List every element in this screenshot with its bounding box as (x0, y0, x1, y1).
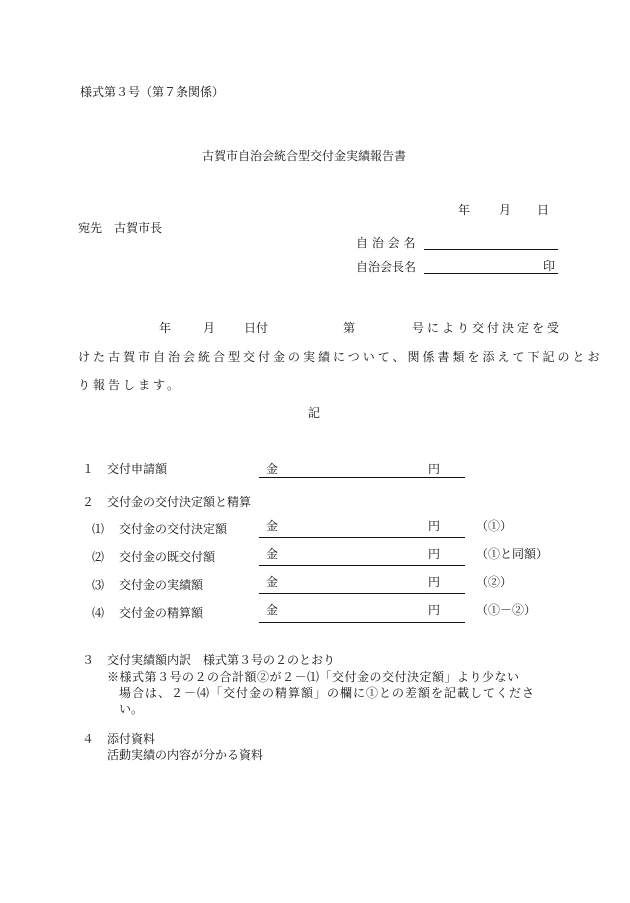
sub2-amount-field[interactable] (259, 565, 465, 566)
association-name-label: 自 治 会 名 (356, 236, 416, 250)
sub3-en: 円 (428, 575, 441, 589)
sub4-kin: 金 (266, 603, 279, 617)
item1-en: 円 (428, 462, 441, 476)
form-number: 様式第３号（第７条関係） (80, 85, 225, 99)
item3-note-line3: い。 (119, 702, 144, 716)
item1-number: １ (82, 462, 95, 476)
item4-detail: 活動実績の内容が分かる資料 (107, 748, 264, 762)
sub1-kin: 金 (266, 519, 279, 533)
sub3-label: 交付金の実績額 (119, 578, 204, 592)
sub1-label: 交付金の交付決定額 (119, 522, 228, 536)
chair-name-field[interactable] (424, 273, 558, 274)
association-name-field[interactable] (424, 249, 558, 250)
sub4-number: ⑷ (92, 606, 105, 620)
sub2-note: （①と同額） (476, 547, 549, 561)
body-line1-tail: 号により交付決定を受 (412, 321, 563, 335)
item3-label: 交付実績額内訳 様式第３号の２のとおり (107, 653, 336, 667)
body-day: 日付 (244, 321, 269, 335)
body-dai: 第 (343, 321, 356, 335)
date-year-label: 年 (458, 203, 471, 217)
item1-amount-field[interactable] (259, 477, 465, 478)
sub4-en: 円 (428, 603, 441, 617)
sub3-amount-field[interactable] (259, 593, 465, 594)
date-day-label: 日 (537, 203, 550, 217)
addressee: 宛先 古賀市長 (78, 221, 163, 235)
sub2-kin: 金 (266, 547, 279, 561)
document-title: 古賀市自治会統合型交付金実績報告書 (202, 149, 407, 163)
sub3-note: （②） (476, 575, 513, 589)
item3-note-line2: 場合は、２－⑷「交付金の精算額」の欄に①との差額を記載してくださ (119, 686, 536, 700)
item1-kin: 金 (266, 462, 279, 476)
seal-mark: 印 (543, 259, 556, 273)
sub4-label: 交付金の精算額 (119, 606, 204, 620)
chair-name-label: 自治会長名 (356, 260, 417, 274)
body-line2: けた古賀市自治会統合型交付金の実績について、関係書類を添えて下記のとお (78, 350, 603, 364)
body-line3: り報告します。 (78, 378, 183, 392)
sub1-number: ⑴ (92, 522, 105, 536)
item4-label: 添付資料 (107, 732, 156, 746)
sub1-note: （①） (476, 519, 513, 533)
item2-number: ２ (82, 495, 95, 509)
sub1-amount-field[interactable] (259, 537, 465, 538)
sub2-number: ⑵ (92, 550, 105, 564)
item4-number: ４ (82, 732, 95, 746)
item3-number: ３ (82, 653, 95, 667)
sub3-number: ⑶ (92, 578, 105, 592)
sub2-label: 交付金の既交付額 (119, 550, 216, 564)
body-year: 年 (159, 321, 172, 335)
sub1-en: 円 (428, 519, 441, 533)
body-month: 月 (203, 321, 216, 335)
ki-mark: 記 (308, 406, 321, 420)
sub4-note: （①－②） (476, 603, 537, 617)
date-month-label: 月 (499, 203, 512, 217)
item3-note-line1: ※様式第３号の２の合計額②が２－⑴「交付金の交付決定額」より少ない (107, 670, 520, 684)
sub2-en: 円 (428, 547, 441, 561)
item2-label: 交付金の交付決定額と精算 (107, 495, 252, 509)
item1-label: 交付申請額 (107, 462, 168, 476)
sub4-amount-field[interactable] (259, 622, 465, 623)
sub3-kin: 金 (266, 575, 279, 589)
